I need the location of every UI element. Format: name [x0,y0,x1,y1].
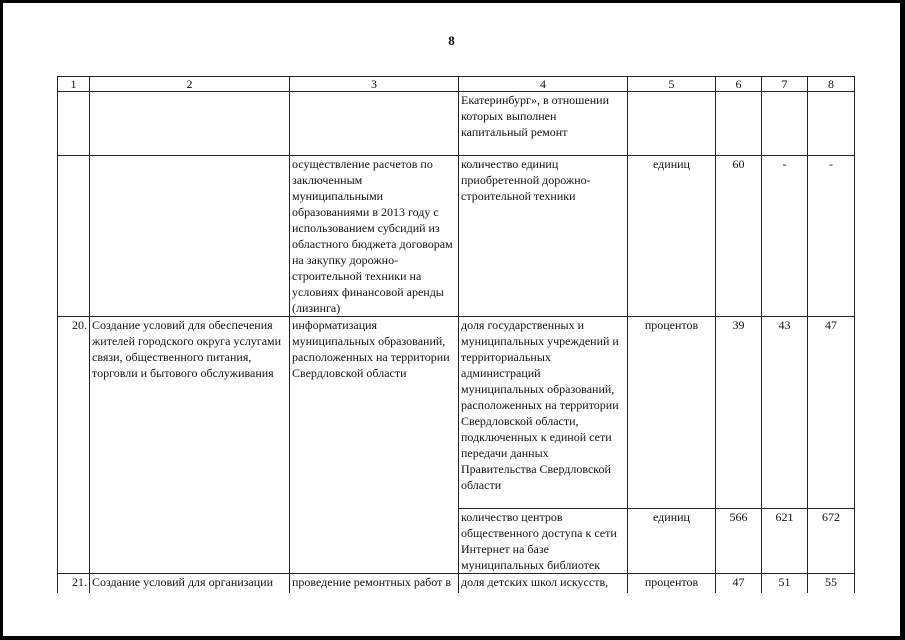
value-cell-8: 47 [808,317,855,509]
header-row [58,77,855,92]
indicator-cell: количество центров общественного доступа к сети Интернет на базе муниципальных библиотек [459,509,628,574]
activity-cell: осуществление расчетов по заключенным муниципальными образованиями в 2013 году с использованием субсидий из областного бюджета договорам на закупку дорожно-строительной техники на условиях финансовой аренды (лизинга) [290,156,459,317]
row-number-cell [58,92,90,156]
table-row [58,92,855,156]
task-cell [90,92,290,156]
header-cell: 6 [716,77,762,92]
activity-cell [290,92,459,156]
unit-cell [628,92,716,156]
indicator-cell: количество единиц приобретенной дорожно-строительной техники [459,156,628,317]
row-number-cell: 20. [58,317,90,574]
indicator-cell: доля государственных и муниципальных учреждений и территориальных администраций муниципальных образований, расположенных на территории Свердловской области, подключенных к единой сети передачи данных Правительства Свердловской области [459,317,628,509]
header-cell: 2 [90,77,290,92]
activity-cell: проведение ремонтных работ в [290,574,459,614]
value-cell-6 [716,92,762,156]
header-cell: 8 [808,77,855,92]
program-table [57,76,855,614]
header-cell: 5 [628,77,716,92]
document-page [3,3,900,636]
task-cell: Создание условий для организации [90,574,290,614]
value-cell-6: 60 [716,156,762,317]
value-cell-6: 39 [716,317,762,509]
value-cell-7: 51 [762,574,808,614]
value-cell-7: - [762,156,808,317]
value-cell-7: 621 [762,509,808,574]
header-cell: 1 [58,77,90,92]
row-number-cell [58,156,90,317]
value-cell-6: 566 [716,509,762,574]
table-row [58,317,855,509]
value-cell-8: - [808,156,855,317]
unit-cell: единиц [628,156,716,317]
activity-cell: информатизация муниципальных образований, расположенных на территории Свердловской области [290,317,459,574]
header-cell: 3 [290,77,459,92]
indicator-cell: Екатеринбург», в отношении которых выполнен капитальный ремонт [459,92,628,156]
row-number-cell: 21. [58,574,90,614]
header-cell: 7 [762,77,808,92]
table-row [58,156,855,317]
value-cell-8 [808,92,855,156]
unit-cell: процентов [628,574,716,614]
value-cell-8: 55 [808,574,855,614]
value-cell-7: 43 [762,317,808,509]
value-cell-6: 47 [716,574,762,614]
unit-cell: процентов [628,317,716,509]
indicator-cell: доля детских школ искусств, [459,574,628,614]
page-bottom-margin [3,593,900,636]
task-cell: Создание условий для обеспечения жителей городского округа услугами связи, общественного питания, торговли и бытового обслуживания [90,317,290,574]
header-cell: 4 [459,77,628,92]
value-cell-7 [762,92,808,156]
unit-cell: единиц [628,509,716,574]
value-cell-8: 672 [808,509,855,574]
task-cell [90,156,290,317]
page-number: 8 [448,33,455,48]
